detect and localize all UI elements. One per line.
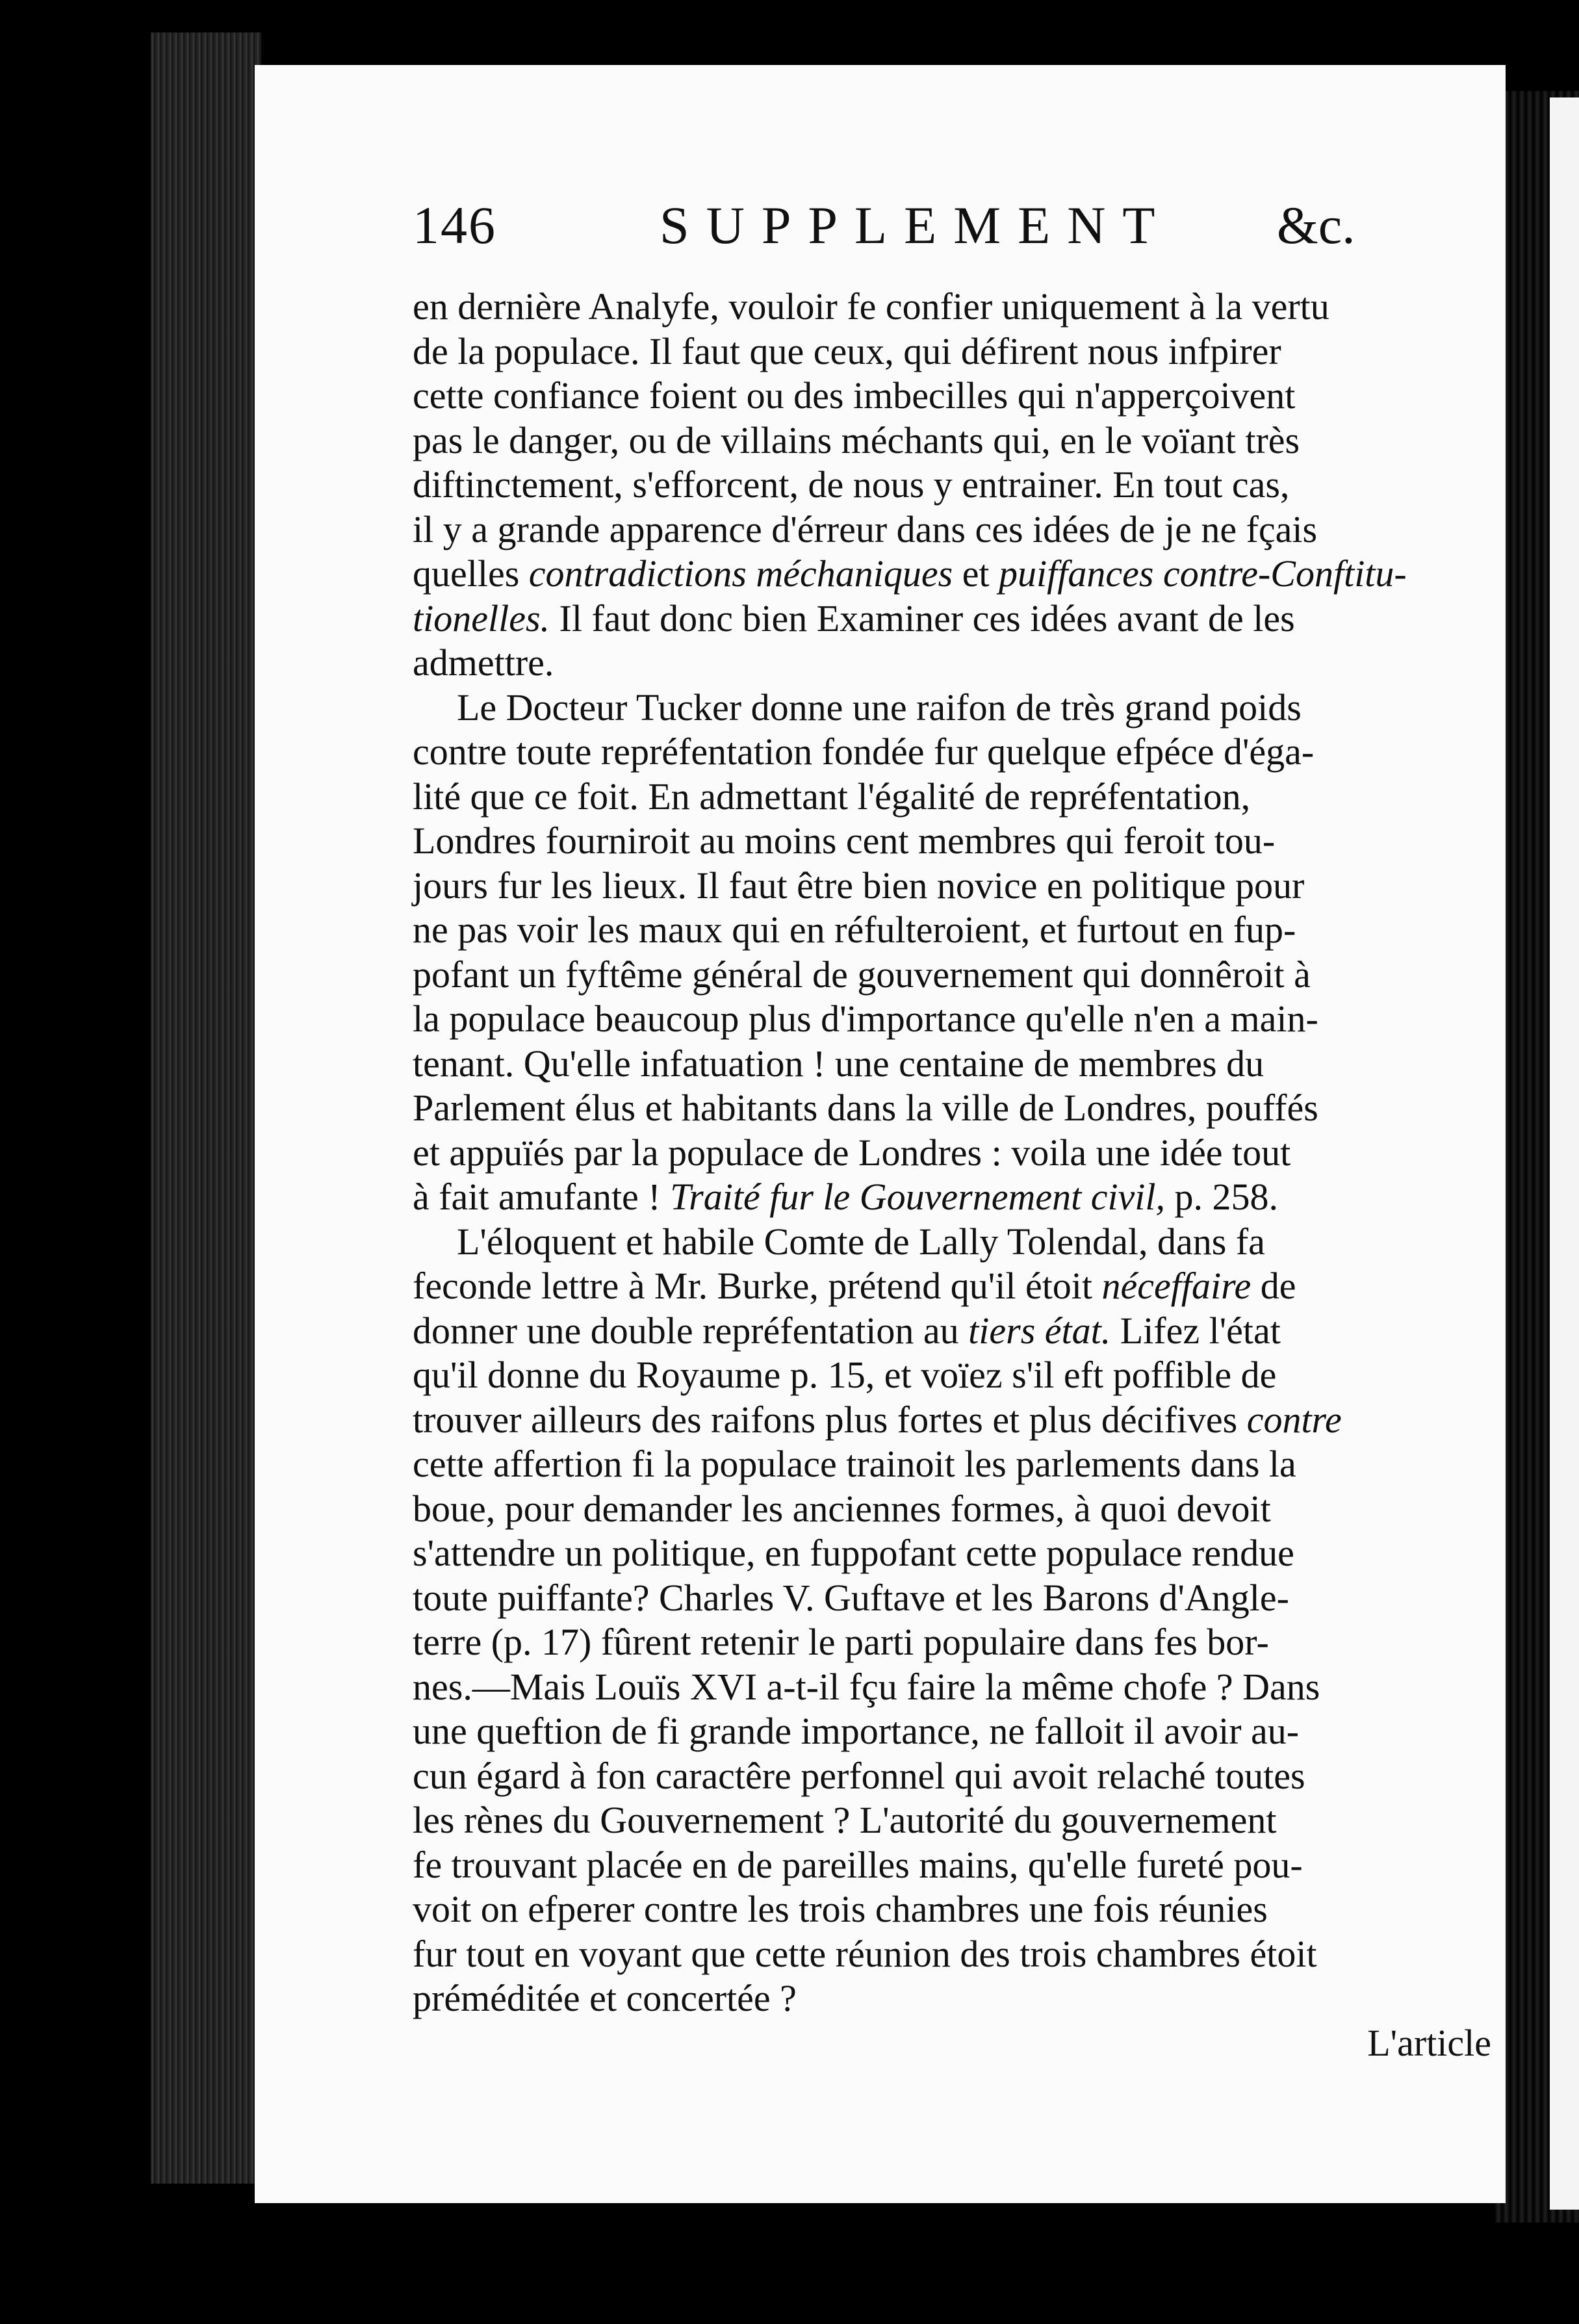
text-segment: trouver ailleurs des raifons plus fortes et plus décifives: [413, 1398, 1247, 1441]
italic-phrase: tionelles.: [413, 597, 550, 639]
text-line: de la populace. Il faut que ceux, qui défirent nous infpirer: [413, 329, 1281, 372]
paragraph-start-line: L'éloquent et habile Comte de Lally Tolendal, dans fa: [457, 1220, 1265, 1263]
text-line: admettre.: [413, 641, 554, 684]
text-segment: Lifez l'état: [1110, 1309, 1281, 1352]
text-line: les rènes du Gouvernement ? L'autorité du gouvernement: [413, 1799, 1277, 1841]
running-head: SUPPLEMENT: [660, 196, 1172, 255]
text-line: qu'il donne du Royaume p. 15, et voïez s'il eft poffible de: [413, 1354, 1277, 1396]
italic-phrase: contradictions méchaniques: [528, 552, 953, 595]
text-line: [413, 1309, 1506, 1354]
text-segment: donner une double repréfentation au: [413, 1309, 969, 1352]
text-line: jours fur les lieux. Il faut être bien novice en politique pour: [413, 864, 1305, 907]
text-line: [413, 1175, 1506, 1220]
text-line: lité que ce foit. En admettant l'égalité de repréfentation,: [413, 775, 1251, 818]
text-line: contre toute repréfentation fondée fur quelque efpéce d'éga-: [413, 730, 1315, 773]
text-line: diftinctement, s'efforcent, de nous y entrainer. En tout cas,: [413, 463, 1290, 506]
italic-phrase: tiers état.: [968, 1309, 1111, 1352]
facing-page-sliver: [1550, 97, 1579, 2210]
text-line: voit on efperer contre les trois chambres une fois réunies: [413, 1888, 1268, 1930]
text-line: nes.—Mais Louïs XVI a-t-il fçu faire la même chofe ? Dans: [413, 1665, 1320, 1708]
text-line: [413, 1264, 1506, 1309]
text-segment: de: [1251, 1265, 1296, 1307]
text-segment: feconde lettre à Mr. Burke, prétend qu'il étoit: [413, 1265, 1102, 1307]
text-segment: à fait amufante !: [413, 1176, 671, 1218]
text-line: il y a grande apparence d'érreur dans ces idées de je ne fçais: [413, 508, 1318, 550]
text-line: ne pas voir les maux qui en réfulteroient, et furtout en fup-: [413, 909, 1296, 951]
book-spine: [151, 32, 265, 2184]
text-line: pofant un fyftême général de gouvernement qui donnêroit à: [413, 953, 1311, 996]
text-line: s'attendre un politique, en fuppofant cette populace rendue: [413, 1532, 1294, 1574]
italic-phrase: néceffaire: [1101, 1265, 1252, 1307]
text-segment: quelles: [413, 552, 529, 595]
page-number: 146: [413, 196, 496, 255]
text-segment: et: [953, 552, 999, 595]
text-line: cette affertion fi la populace trainoit les parlements dans la: [413, 1443, 1296, 1485]
text-line: [413, 552, 1506, 597]
catchword: L'article: [1367, 2021, 1491, 2064]
text-line: en dernière Analyfe, vouloir fe confier uniquement à la vertu: [413, 285, 1329, 328]
text-line: [413, 1398, 1506, 1443]
page-header: [413, 195, 1506, 279]
text-line: fur tout en voyant que cette réunion des trois chambres étoit: [413, 1932, 1317, 1975]
text-line: [413, 597, 1506, 641]
text-line: cette confiance foient ou des imbecilles qui n'apperçoivent: [413, 374, 1296, 417]
text-segment: Il faut donc bien Examiner ces idées avant de les: [550, 597, 1295, 639]
text-line: terre (p. 17) fûrent retenir le parti populaire dans fes bor-: [413, 1621, 1269, 1663]
text-line: tenant. Qu'elle infatuation ! une centaine de membres du: [413, 1042, 1264, 1085]
text-segment: p. 258.: [1165, 1176, 1279, 1218]
running-head-etc: &c.: [1277, 196, 1355, 255]
text-line: fe trouvant placée en de pareilles mains, qu'elle fureté pou-: [413, 1843, 1303, 1886]
text-line: la populace beaucoup plus d'importance qu'elle n'en a main-: [413, 998, 1318, 1040]
text-line: cun égard à fon caractêre perfonnel qui avoit relaché toutes: [413, 1754, 1305, 1797]
text-line: pas le danger, ou de villains méchants qui, en le voïant très: [413, 419, 1300, 461]
text-line: Parlement élus et habitants dans la ville de Londres, pouffés: [413, 1087, 1318, 1129]
paragraph-start-line: Le Docteur Tucker donne une raifon de très grand poids: [457, 686, 1302, 729]
italic-phrase: contre: [1246, 1398, 1342, 1441]
book-page: [255, 65, 1506, 2203]
text-line: préméditée et concertée ?: [413, 1977, 797, 2019]
italic-phrase: Traité fur le Gouvernement civil,: [670, 1176, 1166, 1218]
italic-phrase: puiffances contre-Conftitu-: [999, 552, 1407, 595]
text-line: boue, pour demander les anciennes formes, à quoi devoit: [413, 1487, 1271, 1530]
text-line: toute puiffante? Charles V. Guftave et les Barons d'Angle-: [413, 1576, 1289, 1619]
text-line: Londres fourniroit au moins cent membres qui feroit tou-: [413, 820, 1276, 862]
text-line: et appuïés par la populace de Londres : voila une idée tout: [413, 1131, 1291, 1174]
text-line: une queftion de fi grande importance, ne falloit il avoir au-: [413, 1710, 1300, 1752]
body-text: [413, 285, 1506, 2065]
